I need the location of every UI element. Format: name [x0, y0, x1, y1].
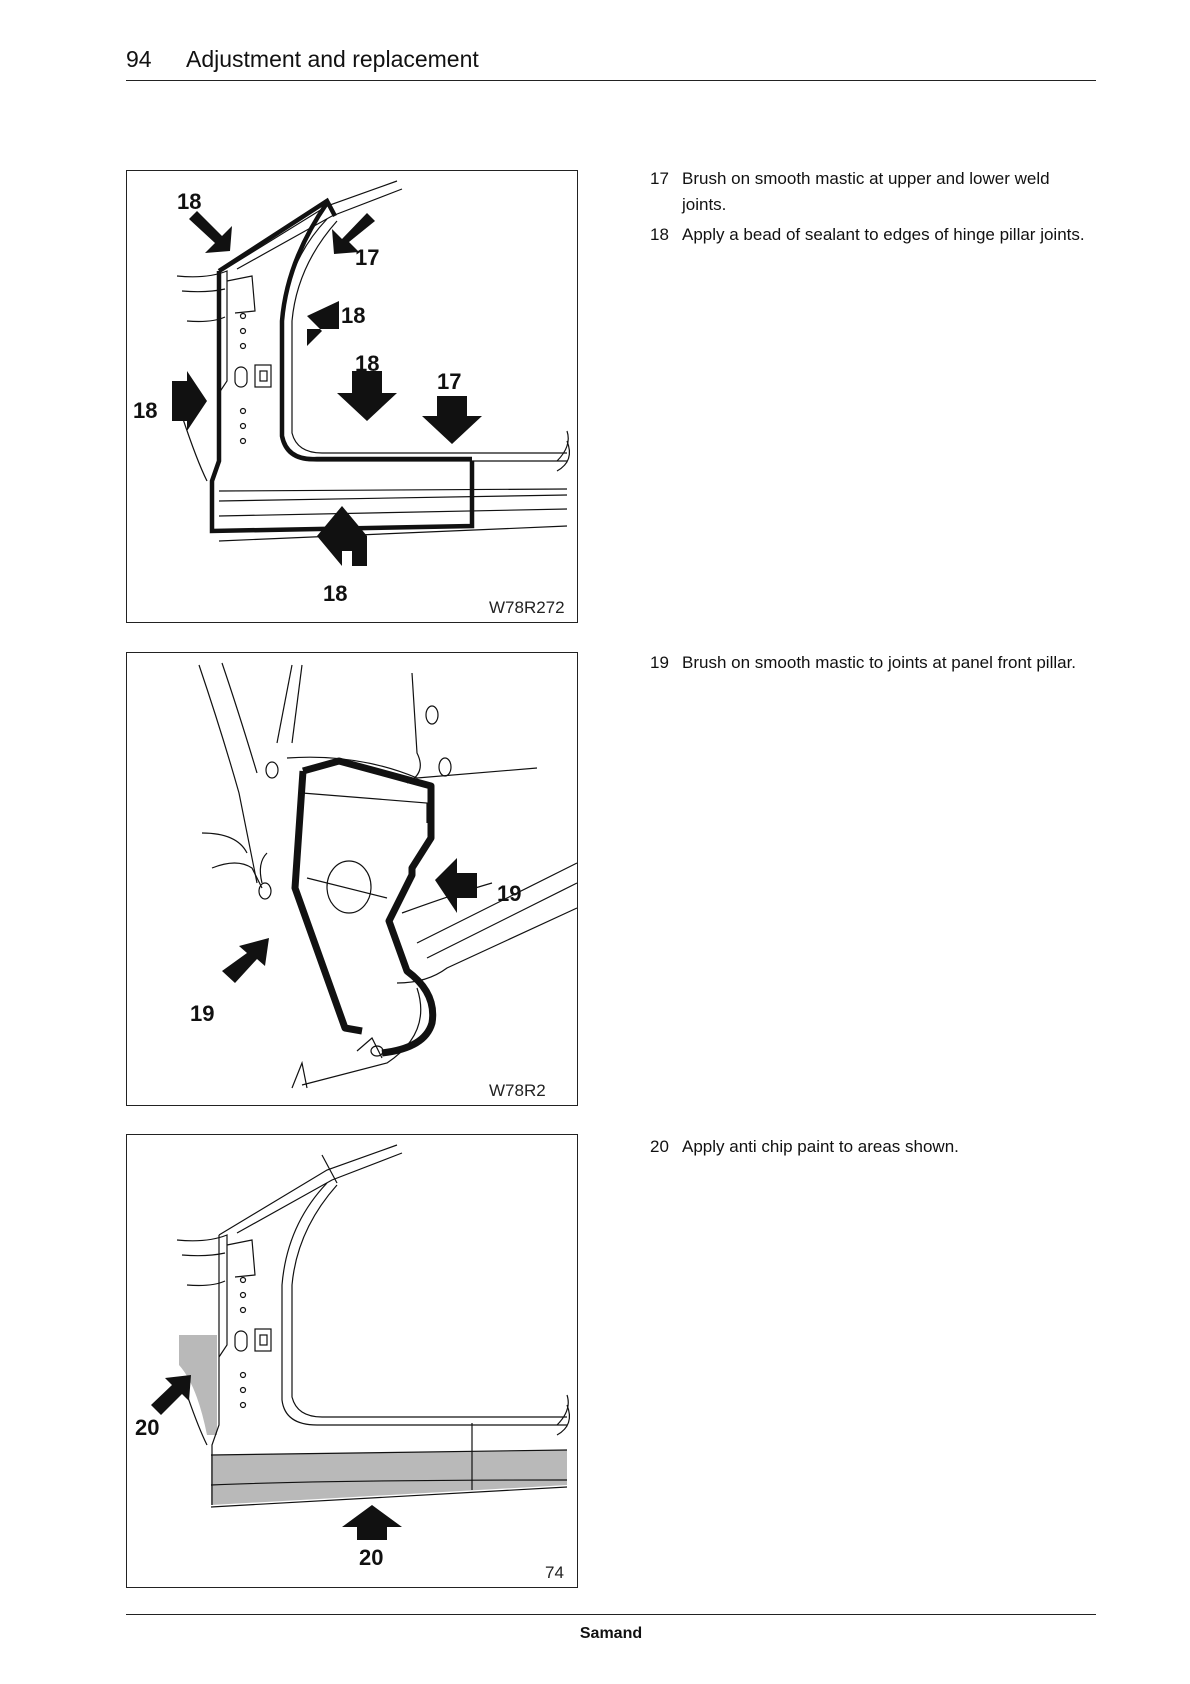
steps-19 [650, 650, 1090, 680]
step-text: Brush on smooth mastic at upper and lower weld joints. [682, 169, 1050, 214]
figure-code: 74 [545, 1563, 564, 1582]
step-text: Apply a bead of sealant to edges of hinge pillar joints. [682, 225, 1085, 244]
figure-code: W78R2 [489, 1081, 546, 1100]
step-item [650, 166, 1090, 218]
figure-3-anti-chip-paint [126, 1134, 578, 1588]
section-title: Adjustment and replacement [186, 46, 479, 72]
figure-code: W78R272 [489, 598, 565, 617]
step-item [650, 222, 1090, 248]
callout-label: 18 [355, 351, 380, 376]
steps-20 [650, 1134, 1090, 1164]
callout-label: 17 [437, 369, 462, 394]
step-item [650, 650, 1090, 676]
callout-label: 20 [359, 1545, 384, 1570]
step-text: Brush on smooth mastic to joints at panel front pillar. [682, 653, 1077, 672]
callout-label: 17 [355, 245, 380, 270]
callout-label: 18 [133, 398, 158, 423]
brand-name: Samand [579, 1625, 643, 1642]
callout-label: 18 [341, 303, 366, 328]
callout-label: 19 [190, 1001, 215, 1026]
step-item [650, 1134, 1090, 1160]
step-number: 17 [650, 169, 669, 188]
figure-1-drawing [127, 171, 579, 624]
step-number: 18 [650, 225, 669, 244]
steps-17-18 [650, 166, 1090, 252]
step-number: 19 [650, 653, 669, 672]
page-header [126, 44, 1096, 81]
callout-label: 20 [135, 1415, 160, 1440]
step-number: 20 [650, 1137, 669, 1156]
figure-2-drawing [127, 653, 579, 1107]
callout-label: 19 [497, 881, 522, 906]
figure-3-drawing [127, 1135, 579, 1589]
callout-label: 18 [177, 189, 202, 214]
callout-label: 18 [323, 581, 348, 606]
figure-1-hinge-pillar-sealing [126, 170, 578, 623]
step-text: Apply anti chip paint to areas shown. [682, 1137, 959, 1156]
page-number: 94 [126, 46, 152, 72]
page-footer [126, 1614, 1096, 1642]
figure-2-front-pillar [126, 652, 578, 1106]
